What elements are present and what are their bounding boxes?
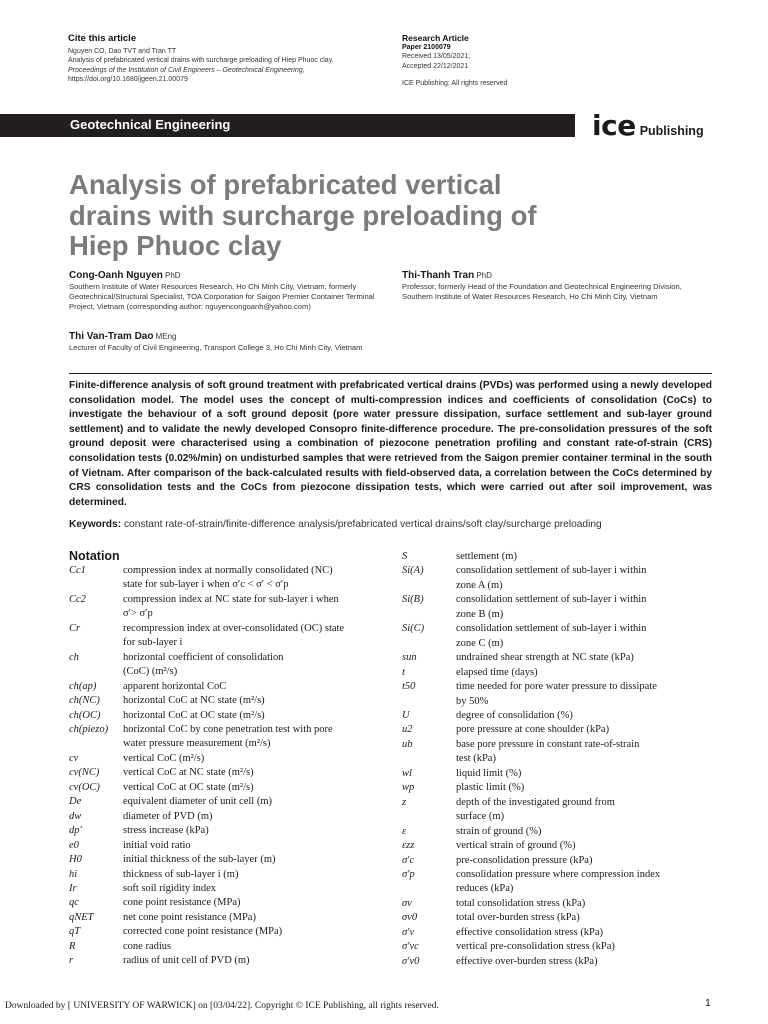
notation-description-line: effective consolidation stress (kPa) <box>456 926 604 938</box>
author-block-2 <box>69 330 389 353</box>
notation-row <box>69 694 379 708</box>
notation-symbol: dp′ <box>69 825 82 837</box>
notation-symbol: ch(ap) <box>69 680 97 692</box>
notation-row <box>69 709 379 723</box>
notation-column-right <box>402 550 712 969</box>
notation-symbol: wl <box>402 767 412 779</box>
notation-description <box>123 824 379 838</box>
keywords-text: constant rate-of-strain/finite-difference analysis/prefabricated vertical drains/soft clay/surcharge preloading <box>123 519 602 530</box>
notation-row <box>69 954 379 968</box>
notation-symbol: ch <box>69 651 79 663</box>
notation-symbol: t50 <box>402 681 416 693</box>
notation-symbol: qT <box>69 926 81 938</box>
notation-description-line: vertical CoC (m²/s) <box>123 752 205 764</box>
notation-row <box>402 911 712 925</box>
notation-row <box>69 593 379 622</box>
author-block-1 <box>69 269 389 312</box>
notation-description <box>456 666 712 680</box>
notation-symbol: σv0 <box>402 912 418 924</box>
notation-row <box>402 955 712 969</box>
notation-row <box>69 824 379 838</box>
notation-row <box>69 940 379 954</box>
notation-description <box>123 954 379 968</box>
notation-row <box>69 868 379 882</box>
notation-description <box>456 550 712 564</box>
notation-description-line: equivalent diameter of unit cell (m) <box>123 796 272 808</box>
notation-description <box>123 853 379 867</box>
notation-row <box>402 564 712 593</box>
notation-description-line: plastic limit (%) <box>456 782 525 794</box>
notation-symbol: Si(B) <box>402 594 424 606</box>
notation-symbol: Si(C) <box>402 623 425 635</box>
notation-description <box>123 752 379 766</box>
accepted-date: Accepted 22/12/2021 <box>402 62 469 70</box>
notation-row <box>402 622 712 651</box>
notation-symbol: u2 <box>402 724 413 736</box>
notation-description-line: surface (m) <box>456 811 505 823</box>
cite-title: Analysis of prefabricated vertical drains with surcharge preloading of Hiep Phuoc clay. <box>68 57 334 65</box>
notation-description-line: reduces (kPa) <box>456 883 514 895</box>
notation-description <box>456 651 712 665</box>
notation-description <box>123 680 379 694</box>
notation-description <box>456 940 712 954</box>
notation-symbol: σv <box>402 897 412 909</box>
logo-ice-text: ice <box>592 109 636 142</box>
keywords-label: Keywords: <box>69 519 122 530</box>
notation-row <box>402 825 712 839</box>
notation-symbol: Cc1 <box>69 565 86 576</box>
notation-description-line: strain of ground (%) <box>456 825 542 837</box>
cite-authors: Nguyen CO, Dao TVT and Tran TT <box>68 48 177 55</box>
logo-publishing-text: Publishing <box>639 124 704 138</box>
notation-row <box>402 926 712 940</box>
notation-description-line: vertical strain of ground (%) <box>456 840 576 852</box>
notation-description <box>123 896 379 910</box>
notation-description-line: horizontal coefficient of consolidation <box>123 651 284 663</box>
notation-row <box>402 839 712 853</box>
notation-symbol: Cc2 <box>69 593 86 605</box>
notation-description <box>456 911 712 925</box>
cite-heading: Cite this article <box>68 33 137 44</box>
notation-symbol: ch(OC) <box>69 709 101 721</box>
notation-description-line: horizontal CoC at NC state (m²/s) <box>123 695 265 707</box>
notation-description <box>123 651 379 680</box>
notation-description-line: recompression index at over-consolidated (OC) state <box>123 622 345 634</box>
notation-symbol: ε <box>402 825 407 837</box>
notation-description <box>456 926 712 940</box>
notation-row <box>69 651 379 680</box>
notation-description <box>123 622 379 651</box>
notation-description <box>456 781 712 795</box>
notation-description-line: thickness of sub-layer i (m) <box>123 868 239 880</box>
notation-symbol: dw <box>69 810 82 822</box>
notation-description-line: corrected cone point resistance (MPa) <box>123 926 283 938</box>
notation-symbol: Si(A) <box>402 565 424 577</box>
notation-row <box>402 854 712 868</box>
notation-description-line: consolidation settlement of sub-layer i within <box>456 623 647 635</box>
divider <box>69 373 712 374</box>
notation-description <box>123 795 379 809</box>
notation-description-line: zone A (m) <box>456 579 503 591</box>
notation-symbol: qc <box>69 897 79 909</box>
notation-description <box>123 694 379 708</box>
notation-description <box>123 810 379 824</box>
notation-row <box>402 723 712 737</box>
notation-description-line: stress increase (kPa) <box>123 825 209 837</box>
author-affiliation: Lecturer of Faculty of Civil Engineering, Transport College 3, Ho Chi Minh City, Vietnam <box>69 343 363 352</box>
notation-description-line: for sub-layer i <box>123 637 183 649</box>
notation-symbol: Cr <box>69 622 81 634</box>
author-affiliation: Professor, formerly Head of the Foundation and Geotechnical Engineering Division, Southern Institute of Water Resources Research, Ho Chi Minh City, Vietnam <box>402 282 682 301</box>
notation-row <box>402 796 712 825</box>
notation-description-line: diameter of PVD (m) <box>123 810 213 822</box>
notation-symbol: e0 <box>69 839 79 851</box>
notation-column-left <box>69 564 379 969</box>
notation-description <box>456 868 712 897</box>
notation-description-line: test (kPa) <box>456 753 496 765</box>
notation-symbol: U <box>402 709 410 721</box>
notation-symbol: S <box>402 551 408 562</box>
notation-description <box>123 709 379 723</box>
notation-description-line: undrained shear strength at NC state (kPa) <box>456 652 634 664</box>
notation-row <box>402 738 712 767</box>
notation-description-line: elapsed time (days) <box>456 666 538 678</box>
notation-description-line: apparent horizontal CoC <box>123 680 227 692</box>
notation-description-line: vertical CoC at NC state (m²/s) <box>123 767 254 779</box>
notation-description-line: soft soil rigidity index <box>123 882 217 894</box>
notation-description-line: consolidation settlement of sub-layer i within <box>456 565 647 577</box>
notation-description-line: total consolidation stress (kPa) <box>456 897 586 909</box>
notation-symbol: R <box>69 940 76 952</box>
notation-row <box>69 781 379 795</box>
received-date: Received 13/05/2021; <box>402 53 471 61</box>
article-info <box>402 33 702 89</box>
notation-description-line: depth of the investigated ground from <box>456 796 615 808</box>
notation-description-line: (CoC) (m²/s) <box>123 666 178 678</box>
notation-description-line: initial void ratio <box>123 839 191 851</box>
notation-symbol: qNET <box>69 911 94 923</box>
notation-description-line: water pressure measurement (m²/s) <box>123 738 271 750</box>
notation-description <box>456 564 712 593</box>
notation-row <box>402 593 712 622</box>
notation-description-line: vertical pre-consolidation stress (kPa) <box>456 941 615 953</box>
notation-row <box>69 723 379 752</box>
ice-publishing-logo <box>592 111 704 141</box>
notation-description <box>456 709 712 723</box>
notation-row <box>69 622 379 651</box>
download-footer: Downloaded by [ UNIVERSITY OF WARWICK] on [03/04/22]. Copyright © ICE Publishing, all rights reserved. <box>5 1001 439 1011</box>
notation-description-line: degree of consolidation (%) <box>456 709 573 721</box>
notation-description <box>456 593 712 622</box>
author-affiliation: Southern Institute of Water Resources Research, Ho Chi Minh City, Vietnam; formerly Geotechnical/Structural Specialist, TOA Corporation for Saigon Premier Container Terminal Project, Vietnam (corresponding author: nguyencongoanh@yahoo.com) <box>69 282 375 311</box>
notation-description <box>456 796 712 825</box>
notation-description <box>123 839 379 853</box>
notation-row <box>402 709 712 723</box>
notation-description-line: effective over-burden stress (kPa) <box>456 955 598 967</box>
notation-symbol: De <box>69 796 82 808</box>
cite-doi-link[interactable]: https://doi.org/10.1680/jgeen.21.00079 <box>68 76 188 84</box>
notation-description-line: zone B (m) <box>456 608 504 620</box>
notation-row <box>69 564 379 593</box>
notation-symbol: σ′v0 <box>402 955 420 967</box>
notation-row <box>69 896 379 910</box>
notation-symbol: ch(piezo) <box>69 723 109 735</box>
notation-symbol: σ′v <box>402 926 415 938</box>
notation-description <box>456 839 712 853</box>
notation-symbol: cv(OC) <box>69 781 100 793</box>
notation-description-line: initial thickness of the sub-layer (m) <box>123 854 276 866</box>
author-degree: PhD <box>165 271 181 280</box>
journal-name: Geotechnical Engineering <box>70 117 231 132</box>
notation-symbol: cv(NC) <box>69 767 100 779</box>
notation-description-line: net cone point resistance (MPa) <box>123 911 256 923</box>
article-type: Research Article <box>402 33 469 43</box>
notation-description-line: vertical CoC at OC state (m²/s) <box>123 781 254 793</box>
notation-heading: Notation <box>69 549 120 563</box>
notation-description-line: σ′> σ′p <box>123 608 153 620</box>
notation-symbol: σ′c <box>402 854 415 866</box>
notation-description <box>123 868 379 882</box>
notation-description-line: radius of unit cell of PVD (m) <box>123 955 250 967</box>
notation-description <box>123 766 379 780</box>
notation-description <box>456 767 712 781</box>
notation-symbol: sun <box>402 652 417 664</box>
notation-row <box>402 767 712 781</box>
notation-description-line: cone point resistance (MPa) <box>123 897 241 909</box>
notation-row <box>402 651 712 665</box>
notation-description-line: horizontal CoC by cone penetration test with pore <box>123 723 333 735</box>
notation-description <box>123 882 379 896</box>
notation-row <box>69 882 379 896</box>
notation-description <box>123 940 379 954</box>
notation-row <box>402 666 712 680</box>
notation-description-line: pore pressure at cone shoulder (kPa) <box>456 724 610 736</box>
notation-description-line: total over-burden stress (kPa) <box>456 912 580 924</box>
notation-row <box>402 868 712 897</box>
notation-description-line: compression index at NC state for sub-layer i when <box>123 593 339 605</box>
notation-row <box>402 680 712 709</box>
author-degree: PhD <box>476 271 492 280</box>
rights-statement: ICE Publishing: All rights reserved <box>402 80 508 88</box>
notation-symbol: r <box>69 955 74 967</box>
notation-row <box>69 853 379 867</box>
paper-number: Paper 2100079 <box>402 44 451 51</box>
notation-symbol: wp <box>402 782 415 794</box>
notation-row <box>69 839 379 853</box>
notation-description-line: state for sub-layer i when σ′c < σ′ < σ′p <box>123 579 289 591</box>
notation-symbol: ub <box>402 738 413 750</box>
cite-journal: Proceedings of the Institution of Civil Engineers – Geotechnical Engineering, <box>68 66 305 74</box>
notation-symbol: z <box>402 796 407 808</box>
notation-description <box>456 825 712 839</box>
notation-description <box>456 622 712 651</box>
notation-description-line: by 50% <box>456 695 489 707</box>
notation-description <box>456 897 712 911</box>
notation-description <box>123 564 379 593</box>
notation-row <box>402 781 712 795</box>
notation-row <box>402 940 712 954</box>
notation-description <box>456 680 712 709</box>
notation-row <box>402 550 712 564</box>
notation-description <box>456 854 712 868</box>
notation-description <box>123 593 379 622</box>
notation-symbol: hi <box>69 868 78 880</box>
author-degree: MEng <box>155 332 177 341</box>
notation-row <box>69 680 379 694</box>
notation-description-line: consolidation pressure where compression index <box>456 868 661 880</box>
notation-description <box>123 723 379 752</box>
notation-description-line: zone C (m) <box>456 637 504 649</box>
notation-symbol: Ir <box>69 882 77 894</box>
keywords <box>69 518 712 532</box>
notation-description-line: pre-consolidation pressure (kPa) <box>456 854 593 866</box>
notation-description <box>456 738 712 767</box>
author-name: Thi Van-Tram Dao <box>69 331 154 342</box>
abstract: Finite-difference analysis of soft ground treatment with prefabricated vertical drains (PVDs) was performed using a newly developed consolidation model. The model uses the concept of multi-compression indices and coefficients of consolidation (CoCs) to investigate the behaviour of a soft ground deposit (pore water pressure dissipation, surface settlement and sub-layer ground settlement) and to validate the newly developed Consopro finite-difference procedure. The pre-consolidation pressures of the soft ground deposit were characterised using a combination of piezocone penetration profiling and constant rate-of-strain (CRS) consolidation tests (0.02%/min) on undisturbed samples that were retrieved from the Saigon premier container terminal in the south of Vietnam. After comparison of the back-calculated results with field-observed data, a correlation between the CoCs determined by CRS consolidation tests and the CoCs from piezocone dissipation tests, which were carried out after soil improvement, was determined. <box>69 380 712 508</box>
notation-row <box>69 911 379 925</box>
notation-symbol: σ′vc <box>402 941 419 953</box>
notation-description-line: settlement (m) <box>456 551 517 562</box>
notation-description-line: horizontal CoC at OC state (m²/s) <box>123 709 265 721</box>
notation-symbol: t <box>402 666 405 678</box>
notation-description <box>123 925 379 939</box>
article-title: Analysis of prefabricated vertical drains with surcharge preloading of Hiep Phuoc clay <box>69 169 537 261</box>
notation-description-line: consolidation settlement of sub-layer i within <box>456 594 647 606</box>
notation-description <box>456 955 712 969</box>
page-number: 1 <box>705 997 711 1009</box>
notation-row <box>69 925 379 939</box>
notation-row <box>69 766 379 780</box>
notation-description <box>123 911 379 925</box>
author-block-3 <box>402 269 712 302</box>
notation-symbol: ch(NC) <box>69 695 100 707</box>
notation-symbol: H0 <box>69 854 82 866</box>
cite-block <box>68 33 398 85</box>
author-name: Thi-Thanh Tran <box>402 270 475 281</box>
notation-description <box>456 723 712 737</box>
notation-symbol: cv <box>69 752 79 764</box>
notation-row <box>402 897 712 911</box>
notation-row <box>69 752 379 766</box>
notation-description-line: liquid limit (%) <box>456 767 522 779</box>
author-name: Cong-Oanh Nguyen <box>69 270 163 281</box>
notation-description-line: compression index at normally consolidated (NC) <box>123 565 333 576</box>
notation-description-line: cone radius <box>123 940 172 952</box>
notation-description-line: base pore pressure in constant rate-of-strain <box>456 738 640 750</box>
notation-description-line: time needed for pore water pressure to dissipate <box>456 681 657 693</box>
notation-symbol: εzz <box>402 840 415 852</box>
notation-row <box>69 810 379 824</box>
notation-row <box>69 795 379 809</box>
notation-description <box>123 781 379 795</box>
notation-symbol: σ′p <box>402 868 415 880</box>
